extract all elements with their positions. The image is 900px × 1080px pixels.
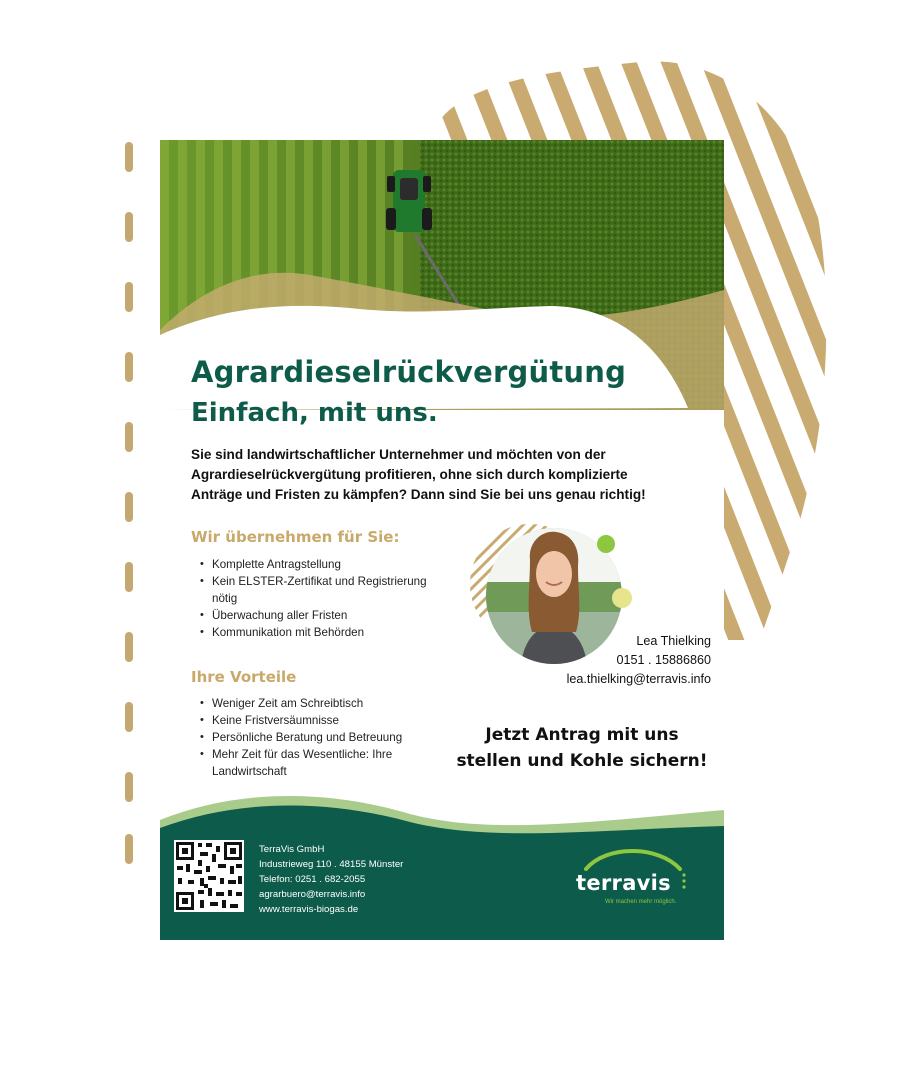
dash-decoration <box>125 422 133 452</box>
contact-name: Lea Thielking <box>636 634 711 648</box>
dash-decoration <box>125 834 133 864</box>
dash-decoration <box>125 632 133 662</box>
dash-decoration <box>125 212 133 242</box>
footer-website[interactable]: www.terravis-biogas.de <box>259 904 359 915</box>
cta-line: stellen und Kohle sichern! <box>456 751 708 771</box>
dash-decoration <box>125 702 133 732</box>
footer-address <box>259 842 403 917</box>
dash-decoration <box>125 492 133 522</box>
benefits-list <box>200 695 430 780</box>
list-item: • Kein ELSTER-Zertifikat und Registrierung nötig <box>200 573 430 607</box>
list-item: • Keine Fristversäumnisse <box>200 712 430 729</box>
footer-company: TerraVis GmbH <box>259 844 325 855</box>
dash-decoration <box>125 282 133 312</box>
contact-phone: 0151 . 15886860 <box>616 653 711 667</box>
dash-decoration <box>125 352 133 382</box>
list-item: • Kommunikation mit Behörden <box>200 624 430 641</box>
logo-wordmark: terravis <box>576 871 671 895</box>
page-subtitle: Einfach, mit uns. <box>191 398 438 428</box>
qr-code-icon <box>174 840 244 912</box>
list-item: • Weniger Zeit am Schreibtisch <box>200 695 430 712</box>
intro-line: Sie sind landwirtschaftlicher Unternehmer und möchten von der <box>191 447 606 462</box>
list-item: • Persönliche Beratung und Betreuung <box>200 729 430 746</box>
intro-line: Anträge und Fristen zu kämpfen? Dann sind Sie bei uns genau richtig! <box>191 487 646 502</box>
contact-portrait <box>460 522 640 672</box>
footer-phone: Telefon: 0251 . 682-2055 <box>259 874 366 885</box>
contact-email: lea.thielking@terravis.info <box>566 672 711 686</box>
cta-line: Jetzt Antrag mit uns <box>485 725 679 745</box>
page-title: Agrardieselrückvergütung <box>191 355 627 389</box>
footer-street: Industrieweg 110 . 48155 Münster <box>259 859 404 870</box>
footer-email[interactable]: agrarbuero@terravis.info <box>259 889 366 900</box>
flyer <box>160 140 724 940</box>
logo-tagline: Wir machen mehr möglich. <box>605 899 677 905</box>
dash-decoration <box>125 772 133 802</box>
list-item: • Komplette Antragstellung <box>200 556 430 573</box>
benefits-heading: Ihre Vorteile <box>191 668 297 686</box>
intro-paragraph <box>191 445 721 505</box>
services-list <box>200 556 430 641</box>
list-item: • Mehr Zeit für das Wesentliche: Ihre Landwirtschaft <box>200 746 430 780</box>
call-to-action <box>440 722 724 774</box>
dash-decoration <box>125 562 133 592</box>
intro-line: Agrardieselrückvergütung profitieren, ohne sich durch komplizierte <box>191 467 628 482</box>
list-item: • Überwachung aller Fristen <box>200 607 430 624</box>
services-heading: Wir übernehmen für Sie: <box>191 528 400 546</box>
dash-decoration <box>125 142 133 172</box>
